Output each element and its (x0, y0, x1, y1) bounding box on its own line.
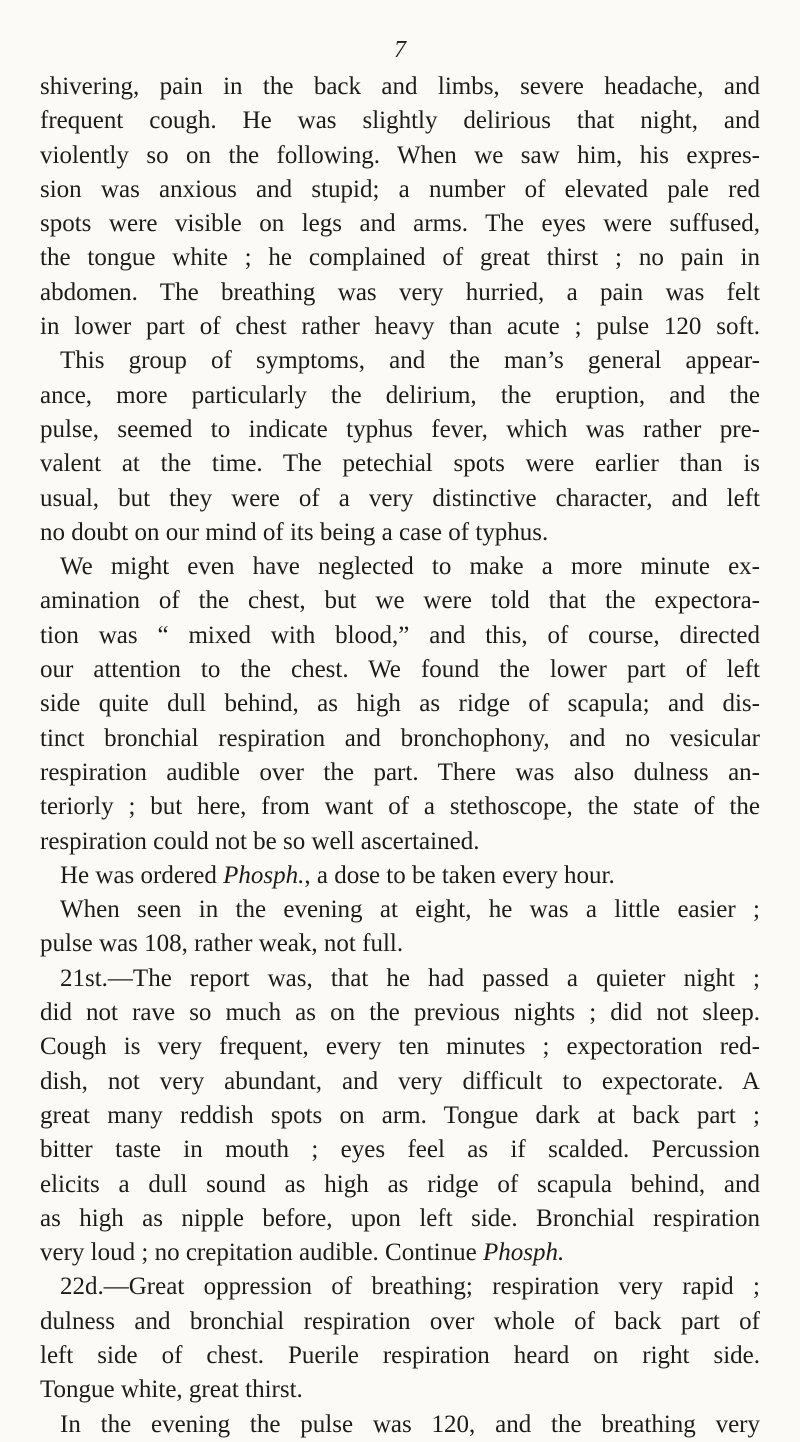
text-line: tion was “ mixed with blood,” and this, of course, directed (40, 621, 760, 649)
text-line: 21st.—The report was, that he had passed a quieter night ; (60, 964, 760, 992)
text-line (40, 1236, 760, 1270)
text-line: Cough is very frequent, every ten minutes ; expectoration red- (40, 1033, 760, 1061)
text-line: great many reddish spots on arm. Tongue dark at back part ; (40, 1101, 760, 1129)
text-line: teriorly ; but here, from want of a stethoscope, the state of the (40, 793, 760, 821)
text-line: respiration could not be so well ascertained. (40, 827, 480, 855)
body-text (40, 70, 760, 1442)
italic-abbreviation: Phosph. (223, 861, 305, 889)
text-line: shivering, pain in the back and limbs, severe headache, and (40, 73, 760, 100)
text-line: no doubt on our mind of its being a case of typhus. (40, 518, 549, 546)
text-line: abdomen. The breathing was very hurried, a pain was felt (40, 278, 760, 306)
text-line: Tongue white, great thirst. (40, 1376, 303, 1404)
text-line: left side of chest. Puerile respiration heard on right side. (40, 1341, 760, 1369)
text-line: dulness and bronchial respiration over whole of back part of (40, 1307, 760, 1335)
text-fragment: very loud ; no crepitation audible. Continue (40, 1239, 483, 1267)
text-line: tinct bronchial respiration and bronchophony, and no vesicular (40, 724, 760, 752)
text-line: violently so on the following. When we saw him, his expres- (40, 141, 760, 169)
text-line: amination of the chest, but we were told that the expectora- (40, 587, 760, 615)
text-line: in lower part of chest rather heavy than acute ; pulse 120 soft. (40, 313, 760, 341)
text-line: ance, more particularly the delirium, the eruption, and the (40, 381, 760, 409)
text-line (40, 859, 760, 893)
text-line: pulse, seemed to indicate typhus fever, which was rather pre- (40, 415, 760, 443)
text-line: We might even have neglected to make a more minute ex- (60, 553, 760, 581)
text-line: usual, but they were of a very distinctive character, and left (40, 484, 760, 512)
text-line: spots were visible on legs and arms. The eyes were suffused, (40, 210, 760, 238)
page-number: 7 (394, 37, 406, 63)
text-line: When seen in the evening at eight, he was a little easier ; (60, 896, 760, 924)
text-line: dish, not very abundant, and very difficult to expectorate. A (40, 1067, 760, 1095)
text-line: frequent cough. He was slightly delirious that night, and (40, 107, 760, 135)
text-fragment: He was ordered (60, 861, 224, 889)
text-line: our attention to the chest. We found the lower part of left (40, 656, 760, 684)
text-line: valent at the time. The petechial spots were earlier than is (40, 450, 760, 478)
text-line: as high as nipple before, upon left side. Bronchial respiration (40, 1204, 760, 1232)
text-line: respiration audible over the part. There was also dulness an- (40, 758, 760, 786)
text-line: side quite dull behind, as high as ridge of scapula; and dis- (40, 690, 760, 718)
text-fragment: , a dose to be taken every hour. (304, 861, 615, 889)
text-line: did not rave so much as on the previous nights ; did not sleep. (40, 999, 760, 1027)
text-line: pulse was 108, rather weak, not full. (40, 930, 404, 958)
text-line: This group of symptoms, and the man’s general appear- (60, 347, 760, 375)
text-line: 22d.—Great oppression of breathing; respiration very rapid ; (60, 1273, 760, 1301)
text-line: the tongue white ; he complained of great thirst ; no pain in (40, 244, 760, 272)
text-line: sion was anxious and stupid; a number of elevated pale red (40, 175, 760, 203)
text-line: In the evening the pulse was 120, and the breathing very (60, 1410, 760, 1438)
italic-abbreviation: Phosph. (482, 1239, 565, 1267)
text-line: elicits a dull sound as high as ridge of scapula behind, and (40, 1170, 760, 1198)
text-line: bitter taste in mouth ; eyes feel as if scalded. Percussion (40, 1136, 760, 1164)
